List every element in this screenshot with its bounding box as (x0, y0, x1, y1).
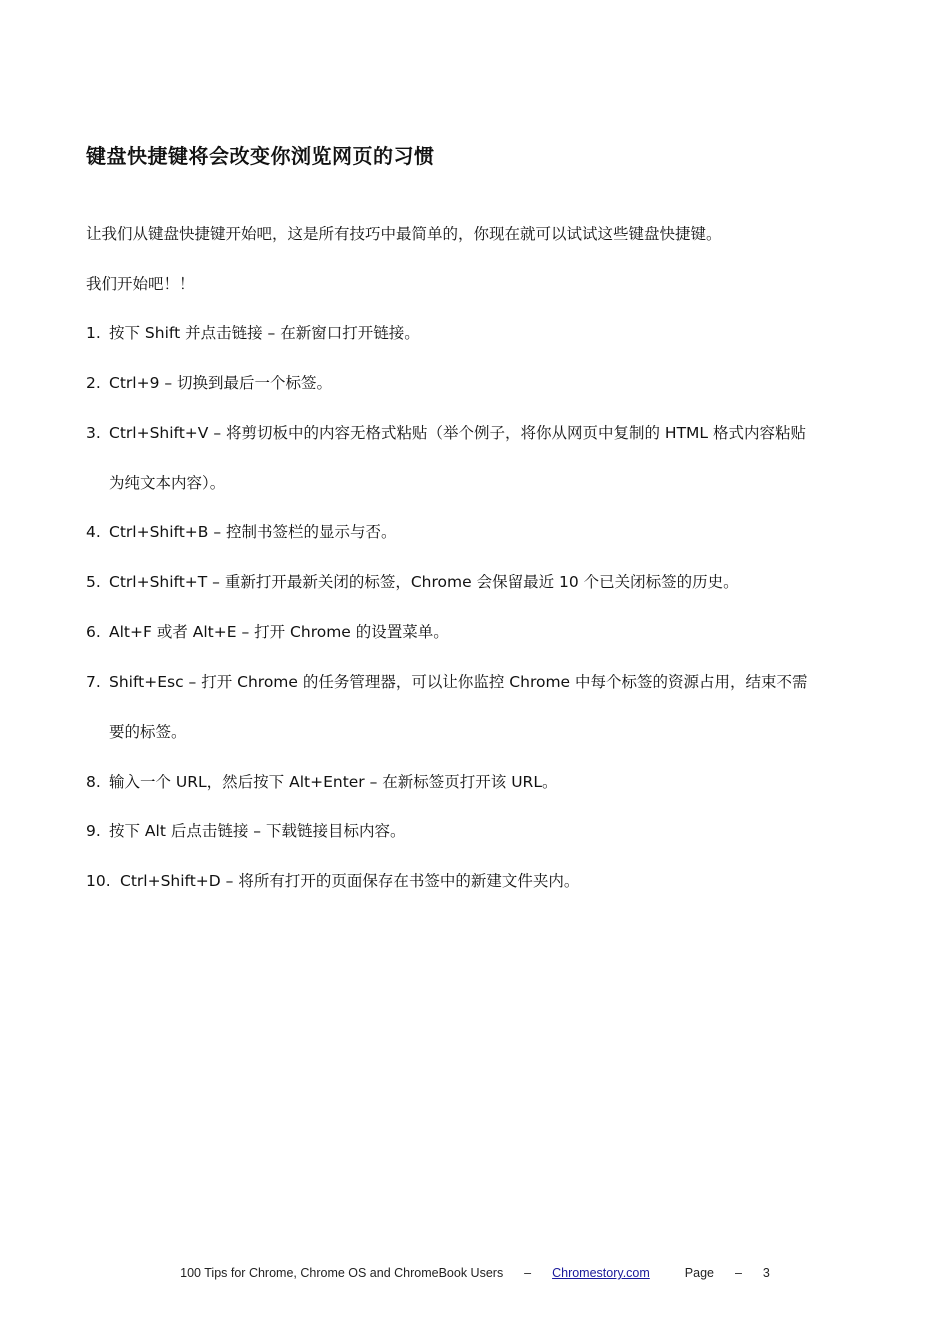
footer-book-title: 100 Tips for Chrome, Chrome OS and ChromeBook Users (180, 1266, 504, 1280)
list-item (86, 622, 876, 642)
page-number: 3 (762, 1266, 770, 1280)
intro-paragraph: 让我们从键盘快捷键开始吧，这是所有技巧中最简单的，你现在就可以试试这些键盘快捷键。 (86, 225, 722, 243)
list-number: 5. (86, 573, 101, 592)
list-number: 2. (86, 373, 101, 392)
list-item (86, 323, 876, 343)
list-item-text: Ctrl+9 – 切换到最后一个标签。 (109, 373, 333, 392)
tips-list (86, 323, 876, 921)
list-item (86, 672, 876, 742)
list-item-text-continued: 为纯文本内容）。 (109, 473, 226, 492)
list-number: 10. (86, 872, 111, 891)
list-number: 9. (86, 822, 101, 841)
list-item-text: Ctrl+Shift+D – 将所有打开的页面保存在书签中的新建文件夹内。 (120, 872, 580, 891)
footer-page-label: Page (684, 1266, 714, 1280)
list-item (86, 522, 876, 542)
list-number: 4. (86, 523, 101, 542)
footer-site-link[interactable]: Chromestory.com (552, 1266, 650, 1280)
list-item-text: 按下 Alt 后点击链接 – 下载链接目标内容。 (109, 822, 406, 841)
list-item (86, 871, 876, 891)
list-item (86, 373, 876, 393)
list-item-text: 按下 Shift 并点击链接 – 在新窗口打开链接。 (109, 324, 420, 342)
footer-separator: – (524, 1266, 532, 1280)
page-footer (0, 1266, 950, 1280)
start-paragraph: 我们开始吧！！ (86, 275, 195, 293)
list-item (86, 821, 876, 841)
list-number: 6. (86, 622, 101, 641)
section-title: 键盘快捷键将会改变你浏览网页的习惯 (86, 144, 435, 168)
list-item-text: Ctrl+Shift+V – 将剪切板中的内容无格式粘贴（举个例子，将你从网页中复制的 HTML 格式内容粘贴 (109, 423, 806, 442)
list-number: 3. (86, 423, 101, 442)
list-item (86, 423, 876, 493)
list-item-text: Ctrl+Shift+T – 重新打开最新关闭的标签，Chrome 会保留最近 10 个已关闭标签的历史。 (109, 573, 739, 592)
list-item-text: 输入一个 URL，然后按下 Alt+Enter – 在新标签页打开该 URL。 (109, 772, 558, 791)
list-item (86, 572, 876, 592)
list-item-text-continued: 要的标签。 (109, 722, 187, 741)
list-item-text: Ctrl+Shift+B – 控制书签栏的显示与否。 (109, 523, 397, 542)
list-item (86, 772, 876, 792)
footer-separator: – (734, 1266, 742, 1280)
list-number: 8. (86, 772, 101, 791)
list-number: 1. (86, 324, 101, 342)
list-item-text: Alt+F 或者 Alt+E – 打开 Chrome 的设置菜单。 (109, 622, 449, 641)
list-number: 7. (86, 672, 101, 691)
list-item-text: Shift+Esc – 打开 Chrome 的任务管理器，可以让你监控 Chrome 中每个标签的资源占用，结束不需 (109, 672, 808, 691)
